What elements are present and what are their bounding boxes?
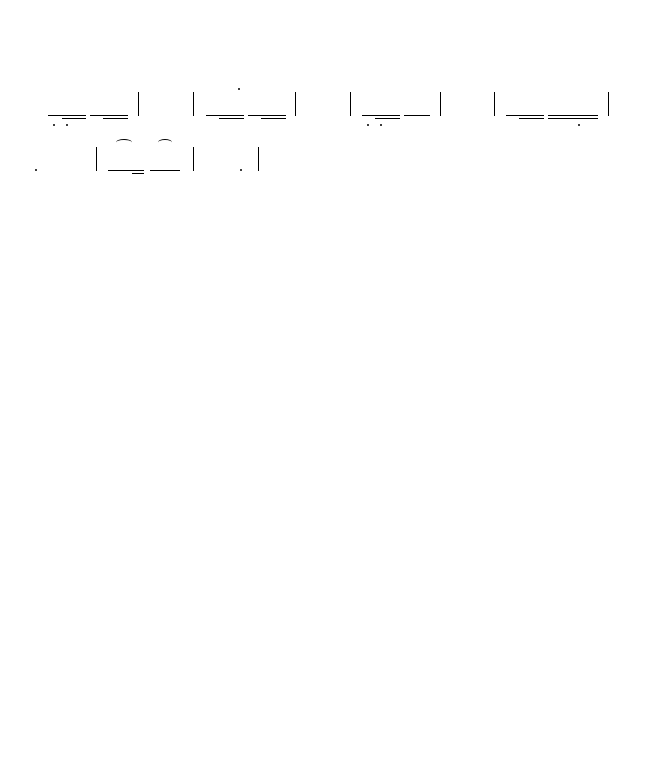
score-row-2 <box>0 147 651 187</box>
key-signature <box>54 33 60 49</box>
barline <box>96 147 97 171</box>
barline <box>193 147 194 171</box>
barline <box>494 92 495 116</box>
barline <box>440 92 441 116</box>
score-row-1 <box>0 92 651 132</box>
barline <box>138 92 139 116</box>
barline <box>350 92 351 116</box>
barline <box>608 92 609 116</box>
barline <box>193 92 194 116</box>
barline <box>258 147 259 171</box>
barline <box>295 92 296 116</box>
